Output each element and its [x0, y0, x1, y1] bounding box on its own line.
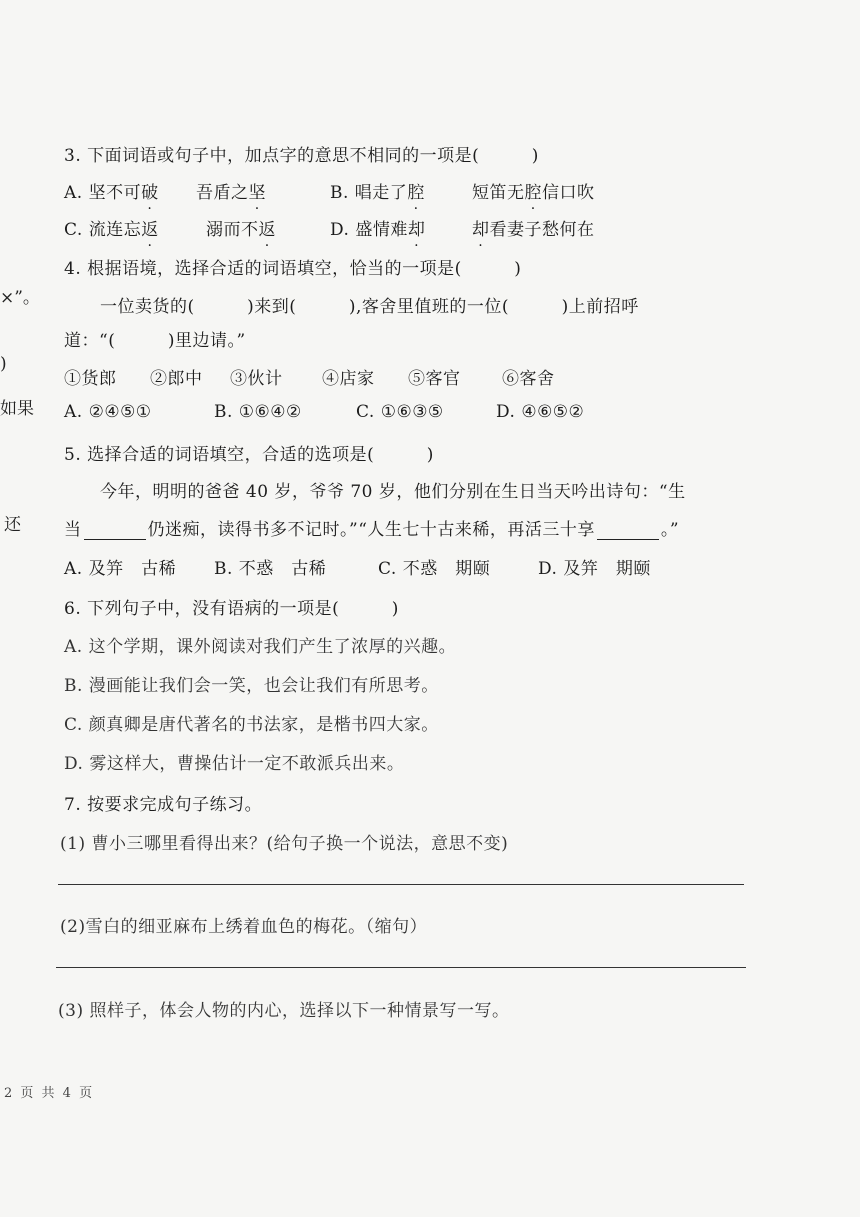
q7-stem: 7. 按要求完成句子练习。 [64, 795, 263, 815]
q5-passage-line2 [64, 515, 679, 540]
q4-choice-3: ③伙计 [230, 369, 283, 389]
q5-passage-text-a: 当 [64, 520, 82, 540]
q5-blank-2 [597, 522, 659, 540]
answer-line-2[interactable] [56, 967, 746, 968]
answer-line-1[interactable] [58, 884, 744, 885]
q6-stem: 6. 下列句子中，没有语病的一项是( ) [64, 599, 399, 619]
q4-choice-1: ①货郎 [64, 369, 117, 389]
q5-option-a: A. 及笄 古稀 [64, 559, 177, 579]
q5-passage-line1: 今年，明明的爸爸 40 岁，爷爷 70 岁，他们分别在生日当天吟出诗句：“生 [100, 482, 686, 502]
q7-sub2: (2)雪白的细亚麻布上绣着血色的梅花。（缩句） [60, 917, 428, 937]
left-edge-text-2: ) [0, 354, 7, 374]
q3-option-d-pair: 却看妻子愁何在 [472, 220, 595, 240]
q5-stem: 5. 选择合适的词语填空，合适的选项是( ) [64, 445, 434, 465]
q6-option-a: A. 这个学期，课外阅读对我们产生了浓厚的兴趣。 [64, 637, 457, 657]
q4-option-b: B. ①⑥④② [214, 402, 302, 422]
left-edge-text-3: 如果 [0, 399, 34, 419]
q4-option-d: D. ④⑥⑤② [496, 402, 585, 422]
left-edge-text-4: 还 [4, 515, 21, 535]
q3-stem: 3. 下面词语或句子中，加点字的意思不相同的一项是( ) [64, 146, 539, 166]
q4-choice-2: ②郎中 [150, 369, 203, 389]
q5-option-d: D. 及笄 期颐 [538, 559, 651, 579]
q4-choice-4: ④店家 [322, 369, 375, 389]
q4-passage-line1: 一位卖货的( )来到( ),客舍里值班的一位( )上前招呼 [100, 297, 639, 317]
q4-choice-6: ⑥客舍 [502, 369, 555, 389]
q3-option-c: C. 流连忘返 [64, 220, 159, 240]
q4-passage-line2: 道：“( )里边请。” [64, 331, 246, 351]
q3-row2 [64, 215, 744, 239]
q5-passage-text-c: 。” [660, 520, 680, 540]
q3-option-a: A. 坚不可破 [64, 183, 159, 203]
left-edge-text-1: ×”。 [0, 288, 40, 308]
q4-choice-5: ⑤客官 [408, 369, 461, 389]
q4-stem: 4. 根据语境，选择合适的词语填空，恰当的一项是( ) [64, 259, 522, 279]
q5-option-c: C. 不惑 期颐 [378, 559, 491, 579]
q3-option-b-pair: 短笛无腔信口吹 [472, 183, 595, 203]
q5-blank-1 [84, 522, 146, 540]
q6-option-d: D. 雾这样大，曹操估计一定不敢派兵出来。 [64, 754, 405, 774]
q7-sub3: (3) 照样子，体会人物的内心，选择以下一种情景写一写。 [58, 1001, 510, 1021]
page-footer: 2 页 共 4 页 [4, 1086, 95, 1101]
q5-passage-text-b: 仍迷痴，读得书多不记时。”“人生七十古来稀，再活三十享 [147, 520, 595, 540]
q4-choices [64, 364, 744, 388]
q3-option-c-pair: 溺而不返 [206, 220, 276, 240]
q7-sub1: (1) 曹小三哪里看得出来？(给句子换一个说法，意思不变) [60, 834, 509, 854]
q6-option-b: B. 漫画能让我们会一笑，也会让我们有所思考。 [64, 676, 439, 696]
q3-option-b: B. 唱走了腔 [330, 183, 425, 203]
q4-options [64, 402, 744, 426]
q3-option-d: D. 盛情难却 [330, 220, 426, 240]
q3-row1 [64, 178, 744, 202]
q4-option-c: C. ①⑥③⑤ [356, 402, 444, 422]
q5-options [64, 554, 744, 578]
q4-option-a: A. ②④⑤① [64, 402, 152, 422]
q3-option-a-pair: 吾盾之坚 [196, 183, 266, 203]
q5-option-b: B. 不惑 古稀 [214, 559, 327, 579]
q6-option-c: C. 颜真卿是唐代著名的书法家，是楷书四大家。 [64, 715, 439, 735]
